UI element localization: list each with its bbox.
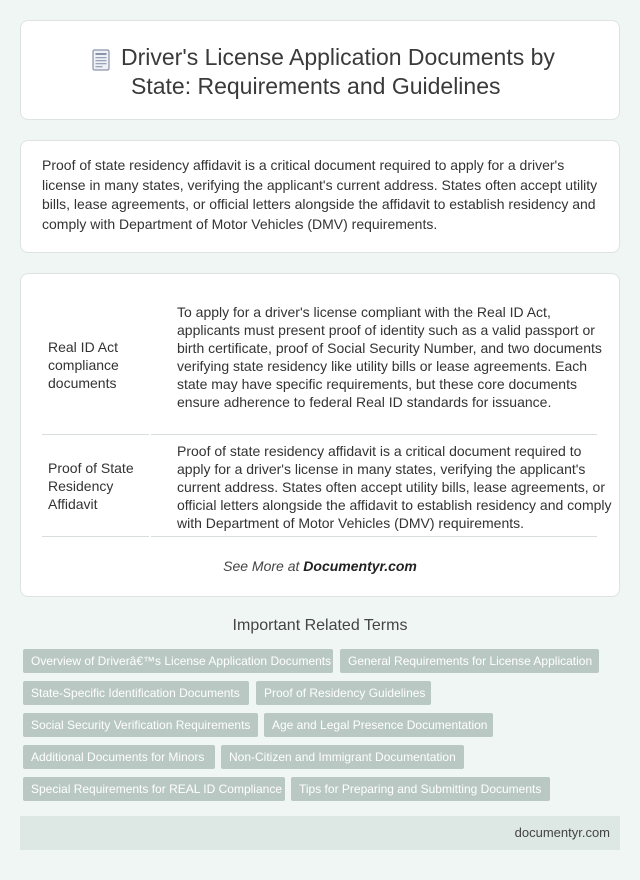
detail-term: Real ID Act compliance documents — [48, 339, 119, 391]
detail-row — [42, 303, 602, 433]
detail-term: Proof of State Residency Affidavit — [48, 460, 134, 512]
related-term-tag[interactable]: State-Specific Identification Documents — [23, 681, 249, 705]
related-term-tag[interactable]: Social Security Verification Requirements — [23, 713, 258, 737]
intro-card — [20, 140, 620, 253]
page-title — [121, 43, 591, 101]
related-terms-heading: Important Related Terms — [232, 617, 408, 634]
row-divider — [151, 536, 597, 537]
see-more-prefix: See More at — [223, 558, 304, 574]
see-more-link[interactable] — [21, 558, 619, 574]
intro-text: Proof of state residency affidavit is a critical document required to apply for a driver's license in many states, verifying the applicant's current address. States often accept utility bills, lease agreements, or official letters alongside the affidavit to establish residency and comply with Department of Motor Vehicles (DMV) requirements. — [42, 157, 598, 232]
footer-site-link[interactable]: documentyr.com — [514, 825, 610, 840]
related-term-tag[interactable]: Age and Legal Presence Documentation — [264, 713, 493, 737]
row-divider — [42, 434, 149, 435]
footer — [20, 816, 620, 850]
related-term-tag[interactable]: General Requirements for License Application — [340, 649, 599, 673]
related-term-tag[interactable]: Tips for Preparing and Submitting Documents — [291, 777, 550, 801]
related-term-tag[interactable]: Non-Citizen and Immigrant Documentation — [221, 745, 464, 769]
page-title-line-2: State: Requirements and Guidelines — [131, 73, 501, 99]
page-title-line-1: Driver's License Application Documents by — [121, 44, 555, 70]
related-term-tag[interactable]: Proof of Residency Guidelines — [256, 681, 431, 705]
detail-description: Proof of state residency affidavit is a critical document required to apply for a driver's license in many states, verifying the applicant's current address. States often accept utility bills, lease agreements, or official letters alongside the affidavit to establish residency and comply with Department of Motor Vehicles (DMV) requirements. — [177, 443, 612, 531]
details-card — [20, 273, 620, 597]
row-divider — [42, 536, 149, 537]
detail-row — [42, 442, 612, 534]
see-more-site[interactable]: Documentyr.com — [303, 558, 417, 574]
related-term-tag[interactable]: Overview of Driverâ€™s License Application Documents — [23, 649, 333, 673]
related-term-tag[interactable]: Additional Documents for Minors — [23, 745, 215, 769]
header-card — [20, 20, 620, 120]
row-divider — [151, 434, 597, 435]
document-icon — [92, 49, 110, 71]
related-term-tag[interactable]: Special Requirements for REAL ID Compliance — [23, 777, 285, 801]
detail-description: To apply for a driver's license compliant with the Real ID Act, applicants must present proof of identity such as a valid passport or birth certificate, proof of Social Security Number, and two documents verifying state residency like utility bills or lease agreements. Each state may have specific requirements, but these core documents ensure adherence to federal Real ID standards for issuance. — [177, 304, 602, 410]
